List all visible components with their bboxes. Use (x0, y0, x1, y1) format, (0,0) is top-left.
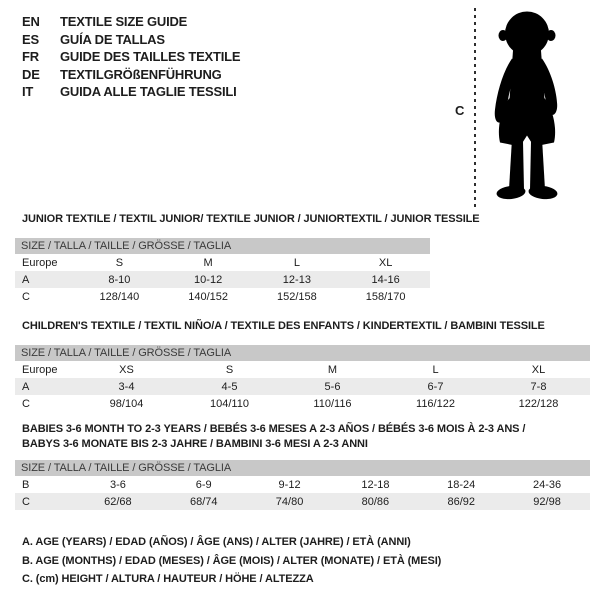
junior-size-table (15, 238, 430, 305)
table-row (15, 476, 590, 493)
babies-section-heading (22, 422, 525, 452)
footnote-c: C. (cm) HEIGHT / ALTURA / HAUTEUR / HÖHE / ALTEZZA (22, 573, 314, 585)
table-cell: 140/152 (188, 290, 228, 303)
table-cell: 7-8 (530, 380, 547, 393)
table-cell: 98/104 (109, 397, 144, 410)
row-label: C (22, 290, 30, 303)
babies-heading-line-1: BABIES 3-6 MONTH TO 2-3 YEARS / BEBÉS 3-6 MESES A 2-3 AÑOS / BÉBÉS 3-6 MOIS À 2-3 ANS / (22, 423, 526, 435)
row-label: A (22, 380, 30, 393)
language-code: EN (22, 14, 40, 30)
children-size-table (15, 345, 590, 412)
table-cell: 8-10 (108, 273, 131, 286)
table-cell: 12-18 (361, 478, 390, 491)
language-code: IT (22, 84, 34, 100)
baby-silhouette-icon (483, 8, 571, 207)
table-cell: 3-6 (109, 478, 126, 491)
row-label: C (22, 397, 30, 410)
table-cell: 68/74 (189, 495, 218, 508)
table-row (15, 395, 590, 412)
row-label: A (22, 273, 30, 286)
table-cell: 152/158 (276, 290, 317, 303)
column-header: XS (119, 363, 134, 376)
size-header-bar: SIZE / TALLA / TAILLE / GRÖSSE / TAGLIA (15, 238, 430, 254)
table-cell: 62/68 (104, 495, 132, 508)
table-cell: 6-9 (195, 478, 212, 491)
language-title: GUIDE DES TAILLES TEXTILE (60, 49, 241, 65)
column-header: L (293, 256, 300, 269)
language-code: ES (22, 31, 39, 47)
table-row (15, 493, 590, 510)
table-header-row (15, 361, 590, 378)
table-cell: 104/110 (210, 397, 249, 410)
column-header: S (225, 363, 234, 376)
children-section-heading: CHILDREN'S TEXTILE / TEXTIL NIÑO/A / TEXTILE DES ENFANTS / KINDERTEXTIL / BAMBINI TESSILE (22, 320, 545, 332)
table-cell: 14-16 (371, 273, 400, 286)
table-cell: 74/80 (275, 495, 304, 508)
language-row-de (22, 66, 240, 84)
language-row-en (22, 13, 240, 31)
junior-section-heading: JUNIOR TEXTILE / TEXTIL JUNIOR/ TEXTILE JUNIOR / JUNIORTEXTIL / JUNIOR TESSILE (22, 213, 480, 225)
babies-heading-line-2: BABYS 3-6 MONATE BIS 2-3 JAHRE / BAMBINI 3-6 MESI A 2-3 ANNI (22, 438, 368, 450)
column-header: L (432, 363, 439, 376)
language-title: GUÍA DE TALLAS (60, 31, 165, 47)
table-cell: 12-13 (282, 273, 311, 286)
language-title: TEXTILE SIZE GUIDE (60, 14, 188, 30)
column-header: XL (378, 256, 393, 269)
table-cell: 10-12 (194, 273, 223, 286)
language-row-fr (22, 48, 240, 66)
babies-size-table (15, 460, 590, 510)
table-row (15, 288, 430, 305)
table-cell: 122/128 (518, 397, 559, 410)
column-header: M (203, 256, 213, 269)
column-header: M (327, 363, 338, 376)
table-cell: 116/122 (416, 397, 455, 410)
row-label: C (22, 495, 30, 508)
table-row (15, 271, 430, 288)
table-cell: 110/116 (313, 397, 352, 410)
table-cell: 92/98 (533, 495, 561, 508)
table-cell: 24-36 (532, 478, 562, 491)
table-cell: 3-4 (118, 380, 135, 393)
size-header-bar: SIZE / TALLA / TAILLE / GRÖSSE / TAGLIA (15, 345, 590, 361)
table-cell: 4-5 (221, 380, 238, 393)
table-cell: 128/140 (99, 290, 140, 303)
table-cell: 86/92 (447, 495, 475, 508)
language-code: FR (22, 49, 39, 65)
column-header: Europe (22, 363, 58, 376)
table-cell: 6-7 (427, 380, 444, 393)
table-cell: 5-6 (324, 380, 341, 393)
language-row-it (22, 83, 240, 101)
table-cell: 9-12 (278, 478, 301, 491)
language-title: GUIDA ALLE TAGLIE TESSILI (60, 84, 237, 100)
row-label: B (22, 478, 30, 491)
table-cell: 18-24 (447, 478, 476, 491)
height-measure-label: C (455, 103, 465, 118)
language-title: TEXTILGRÖßENFÜHRUNG (60, 66, 222, 82)
language-row-es (22, 31, 240, 49)
table-cell: 80/86 (361, 495, 390, 508)
footnotes (22, 533, 441, 589)
size-header-bar: SIZE / TALLA / TAILLE / GRÖSSE / TAGLIA (15, 460, 590, 476)
table-row (15, 378, 590, 395)
table-header-row (15, 254, 430, 271)
column-header: XL (531, 363, 546, 376)
language-code: DE (22, 66, 40, 82)
table-cell: 158/170 (365, 290, 406, 303)
footnote-a: A. AGE (YEARS) / EDAD (AÑOS) / ÂGE (ANS) / ALTER (JAHRE) / ETÀ (ANNI) (22, 536, 411, 548)
column-header: Europe (22, 256, 58, 269)
column-header: S (115, 256, 124, 269)
height-measure-dashed-line (474, 8, 476, 209)
footnote-b: B. AGE (MONTHS) / EDAD (MESES) / ÂGE (MOIS) / ALTER (MONATE) / ETÀ (MESI) (22, 554, 442, 567)
language-title-list (22, 13, 240, 101)
